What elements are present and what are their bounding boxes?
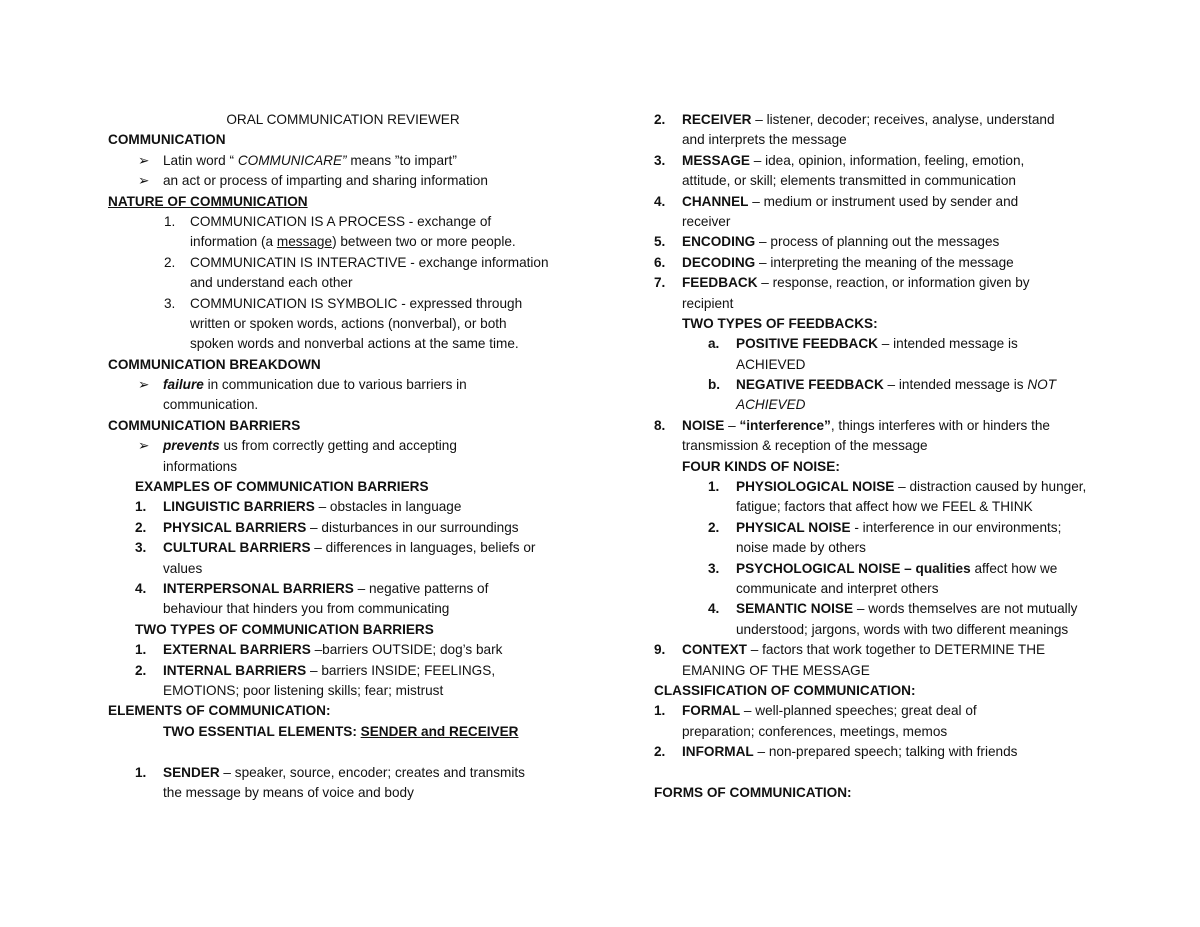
subheading-noise-kinds: FOUR KINDS OF NOISE: [682, 458, 840, 474]
nature-item-symbolic-cont2: spoken words and nonverbal actions at the same time. [190, 336, 519, 352]
section-heading-nature: NATURE OF COMMUNICATION [108, 193, 308, 209]
element-receiver: 2. RECEIVER – listener, decoder; receives, analyse, understand [654, 112, 1055, 127]
subheading-feedback-types: TWO TYPES OF FEEDBACKS: [682, 315, 878, 331]
barrier-cultural-cont: values [163, 560, 203, 576]
element-receiver-cont: and interprets the message [682, 132, 847, 148]
element-decoding: 6. DECODING – interpreting the meaning of the message [654, 254, 1014, 270]
nature-item-process: 1. COMMUNICATION IS A PROCESS - exchange of [164, 213, 492, 229]
noise-psychological-cont: communicate and interpret others [736, 580, 939, 596]
bullet-latin-word: ➢ Latin word “ COMMUNICARE” means ”to impart” [108, 151, 578, 171]
feedback-negative-cont: ACHIEVED [736, 397, 806, 413]
classification-informal: 2. INFORMAL – non-prepared speech; talking with friends [654, 744, 1018, 760]
right-column [654, 110, 1104, 803]
element-channel: 4. CHANNEL – medium or instrument used by sender and [654, 193, 1019, 209]
section-heading-barriers: COMMUNICATION BARRIERS [108, 417, 301, 433]
element-context-cont: EMANING OF THE MESSAGE [682, 662, 870, 678]
arrow-bullet-icon: ➢ [138, 152, 150, 168]
nature-item-process-cont: information (a message) between two or more people. [190, 234, 516, 250]
element-encoding: 5. ENCODING – process of planning out the messages [654, 234, 1000, 250]
bullet-prevents: ➢ prevents us from correctly getting and accepting [108, 436, 578, 456]
left-column [108, 110, 578, 803]
barrier-external: 1. EXTERNAL BARRIERS –barriers OUTSIDE; dog’s bark [135, 642, 503, 658]
bullet-prevents-cont: informations [163, 458, 238, 474]
feedback-positive: a. POSITIVE FEEDBACK – intended message is [708, 336, 1018, 352]
nature-item-interactive-cont: and understand each other [190, 275, 353, 291]
section-heading-breakdown: COMMUNICATION BREAKDOWN [108, 356, 321, 372]
section-heading-forms: FORMS OF COMMUNICATION: [654, 784, 852, 800]
element-sender: 1. SENDER – speaker, source, encoder; creates and transmits [135, 764, 525, 780]
noise-semantic-cont: understood; jargons, words with two different meanings [736, 621, 1069, 637]
element-noise-cont: transmission & reception of the message [682, 438, 928, 454]
noise-psychological: 3. PSYCHOLOGICAL NOISE – qualities affect how we [708, 560, 1058, 576]
element-message: 3. MESSAGE – idea, opinion, information, feeling, emotion, [654, 152, 1025, 168]
section-heading-communication: COMMUNICATION [108, 132, 226, 148]
bullet-failure: ➢ failure in communication due to various barriers in [108, 375, 578, 395]
element-message-cont: attitude, or skill; elements transmitted in communication [682, 173, 1016, 189]
nature-item-interactive: 2. COMMUNICATIN IS INTERACTIVE - exchange information [164, 254, 549, 270]
noise-physiological-cont: fatigue; factors that affect how we FEEL & THINK [736, 499, 1033, 515]
document-title: ORAL COMMUNICATION REVIEWER [226, 112, 460, 127]
classification-formal: 1. FORMAL – well-planned speeches; great deal of [654, 703, 977, 719]
noise-physical: 2. PHYSICAL NOISE - interference in our environments; [708, 519, 1062, 535]
barrier-internal-cont: EMOTIONS; poor listening skills; fear; mistrust [163, 682, 444, 698]
noise-physiological: 1. PHYSIOLOGICAL NOISE – distraction caused by hunger, [708, 479, 1087, 495]
nature-item-symbolic-cont: written or spoken words, actions (nonverbal), or both [190, 315, 507, 331]
feedback-negative: b. NEGATIVE FEEDBACK – intended message is NOT [708, 377, 1057, 393]
barrier-interpersonal: 4. INTERPERSONAL BARRIERS – negative patterns of [135, 580, 489, 596]
barrier-cultural: 3. CULTURAL BARRIERS – differences in languages, beliefs or [135, 540, 536, 556]
subheading-types-barriers: TWO TYPES OF COMMUNICATION BARRIERS [135, 621, 434, 637]
noise-semantic: 4. SEMANTIC NOISE – words themselves are not mutually [708, 601, 1078, 617]
element-feedback-cont: recipient [682, 295, 734, 311]
feedback-positive-cont: ACHIEVED [736, 356, 806, 372]
barrier-linguistic: 1. LINGUISTIC BARRIERS – obstacles in language [135, 499, 462, 515]
subheading-examples-barriers: EXAMPLES OF COMMUNICATION BARRIERS [135, 479, 429, 495]
section-heading-elements: ELEMENTS OF COMMUNICATION: [108, 703, 331, 719]
element-context: 9. CONTEXT – factors that work together to DETERMINE THE [654, 642, 1046, 658]
section-heading-classification: CLASSIFICATION OF COMMUNICATION: [654, 682, 916, 698]
arrow-bullet-icon: ➢ [138, 173, 150, 189]
arrow-bullet-icon: ➢ [138, 377, 150, 393]
subheading-two-essential: TWO ESSENTIAL ELEMENTS: SENDER and RECEIVER [163, 723, 519, 739]
element-sender-cont: the message by means of voice and body [163, 784, 414, 800]
barrier-internal: 2. INTERNAL BARRIERS – barriers INSIDE; FEELINGS, [135, 662, 496, 678]
bullet-act-or-process: ➢ an act or process of imparting and sharing information [108, 171, 578, 191]
classification-formal-cont: preparation; conferences, meetings, memos [682, 723, 948, 739]
noise-physical-cont: noise made by others [736, 540, 866, 556]
arrow-bullet-icon: ➢ [138, 438, 150, 454]
element-channel-cont: receiver [682, 213, 731, 229]
blank-line [654, 763, 1104, 783]
element-noise: 8. NOISE – “interference”, things interferes with or hinders the [654, 417, 1050, 433]
bullet-failure-cont: communication. [163, 397, 259, 413]
nature-item-symbolic: 3. COMMUNICATION IS SYMBOLIC - expressed through [164, 295, 523, 311]
barrier-interpersonal-cont: behaviour that hinders you from communicating [163, 601, 450, 617]
barrier-physical: 2. PHYSICAL BARRIERS – disturbances in our surroundings [135, 519, 519, 535]
blank-line [108, 742, 578, 762]
element-feedback: 7. FEEDBACK – response, reaction, or information given by [654, 275, 1030, 291]
